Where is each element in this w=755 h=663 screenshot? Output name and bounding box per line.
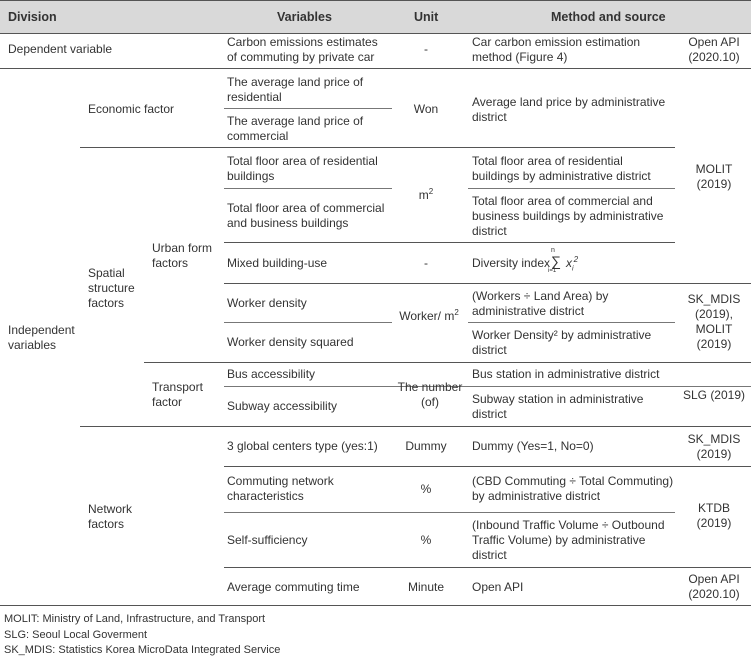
global-method: Dummy (Yes=1, No=0) [472,439,594,453]
floor-unit-base: m [418,188,429,202]
sigma-icon: ∑ [551,253,561,269]
footnote-skmdis: SK_MDIS: Statistics Korea MicroData Integrated Service [4,644,281,656]
header-division: Division [8,10,57,24]
worker-density-variable: Worker density [227,296,307,310]
formula-x: x [566,256,572,270]
commuting-unit: % [420,482,432,496]
worker-unit-sup: 2 [454,308,459,317]
bus-variable: Bus accessibility [227,367,316,381]
formula-sup: 2 [573,255,579,264]
self-variable: Self-sufficiency [227,533,308,547]
row-divider [224,242,675,243]
global-variable: 3 global centers type (yes:1) [227,439,378,453]
dependent-method: Car carbon emission estimation method (Figure 4) [472,35,641,64]
floor-commercial-method: Total floor area of commercial and business buildings by administrative district [472,194,664,238]
mixed-method: Diversity index [472,256,551,270]
header-method: Method and source [551,10,666,24]
commuting-variable: Commuting network characteristics [227,474,334,503]
worker-density-method: (Workers ÷ Land Area) by administrative district [472,289,609,318]
worker-density-sq-variable: Worker density squared [227,335,354,349]
transport-source: SLG (2019) [682,388,746,402]
global-source: SK_MDIS (2019) [687,432,741,461]
inner-divider [224,108,392,109]
spatial-label: Spatial structure factors [88,266,135,310]
network-label: Network factors [88,502,133,531]
floor-residential-variable: Total floor area of residential buildings [227,154,378,183]
economic-method: Average land price by administrative district [472,95,666,124]
subway-method: Subway station in administrative district [472,392,644,421]
economic-unit: Won [413,102,439,116]
formula-sub: i [572,265,574,273]
floor-unit [380,188,472,203]
self-method: (Inbound Traffic Volume ÷ Outbound Traffic Volume) by administrative district [472,518,665,562]
worker-source: SK_MDIS (2019), MOLIT (2019) [687,292,741,351]
inner-divider [468,188,675,189]
dependent-division: Dependent variable [8,42,113,56]
mixed-variable: Mixed building-use [227,256,328,270]
avg-time-unit: Minute [407,580,445,594]
transport-unit: The number (of) [397,380,463,409]
formula-bottom: i=1 [548,268,557,274]
row-divider [80,147,675,148]
inner-divider [468,322,675,323]
floor-residential-method: Total floor area of residential buildings by administrative district [472,154,651,183]
row-divider [80,426,751,427]
row-divider [224,466,751,467]
table-bottom-rule [0,605,751,606]
inner-divider [224,386,751,387]
molit-source: MOLIT (2019) [695,162,733,191]
global-unit: Dummy [405,439,447,453]
formula-var [566,256,578,271]
header-variables: Variables [277,10,332,24]
floor-unit-sup: 2 [428,187,434,196]
formula-top: n [551,247,555,254]
land-price-residential: The average land price of residential [227,75,364,104]
economic-label: Economic factor [88,102,175,116]
worker-density-sq-method: Worker Density² by administrative district [472,328,652,357]
subway-variable: Subway accessibility [227,399,338,413]
urban-form-label: Urban form factors [152,241,213,270]
worker-unit [398,309,460,324]
dependent-variable: Carbon emissions estimates of commuting by private car [227,35,378,64]
footnote-slg: SLG: Seoul Local Goverment [4,628,148,641]
dependent-unit: - [424,42,428,56]
row-divider [224,283,751,284]
inner-divider [224,188,392,189]
dependent-source: Open API (2020.10) [688,35,740,64]
inner-divider [224,512,675,513]
row-divider [144,362,751,363]
table-header [0,0,751,34]
mixed-unit: - [424,256,428,270]
independent-label: Independent variables [8,323,75,352]
bus-method: Bus station in administrative district [472,367,660,381]
land-price-commercial: The average land price of commercial [227,114,364,143]
transport-label: Transport factor [152,380,203,409]
row-divider [0,68,751,69]
avg-time-variable: Average commuting time [227,580,360,594]
commuting-method: (CBD Commuting ÷ Total Commuting) by administrative district [472,474,674,503]
avg-time-source: Open API (2020.10) [688,572,740,601]
self-unit: % [420,533,432,547]
worker-unit-base: Worker/ m [399,309,455,323]
avg-time-method: Open API [472,580,524,594]
footnote-molit: MOLIT: Ministry of Land, Infrastructure, and Transport [4,613,266,625]
header-unit: Unit [414,10,439,24]
ktdb-source: KTDB (2019) [696,501,732,530]
floor-commercial-variable: Total floor area of commercial and business buildings [227,201,385,230]
row-divider [224,567,751,568]
footnotes [4,612,280,659]
inner-divider [224,322,392,323]
